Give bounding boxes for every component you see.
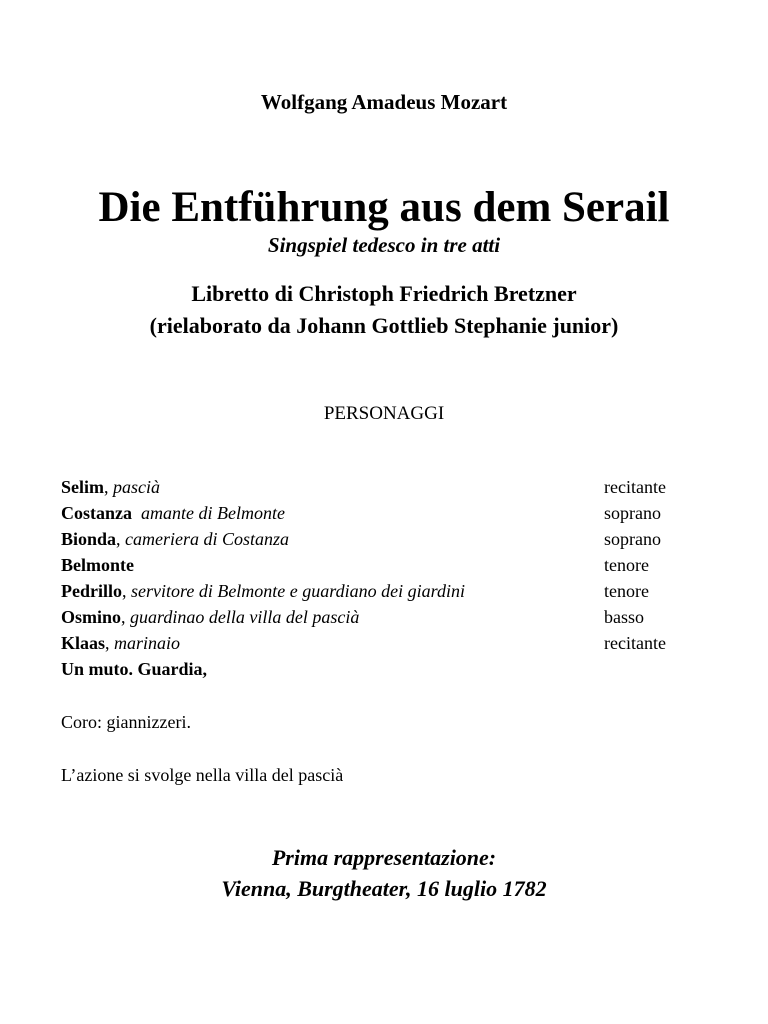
- character-name: Selim: [61, 477, 104, 497]
- premiere-heading: Prima rappresentazione:: [271, 845, 497, 870]
- opera-subtitle: Singspiel tedesco in tre atti: [267, 233, 501, 257]
- cast-row: [61, 604, 701, 630]
- character-name: Belmonte: [61, 555, 134, 575]
- character-separator: ,: [116, 529, 126, 549]
- character-name: Osmino: [61, 607, 122, 627]
- character-separator: ,: [122, 581, 131, 601]
- voice-type: recitante: [604, 477, 666, 497]
- cast-row: [61, 526, 701, 552]
- voice-type: tenore: [604, 555, 649, 575]
- character-description: amante di Belmonte: [141, 503, 285, 523]
- character-name: Klaas: [61, 633, 106, 653]
- character-separator: ,: [121, 607, 131, 627]
- voice-type: basso: [604, 607, 644, 627]
- character-name: Bionda: [61, 529, 117, 549]
- character-name: Un muto. Guardia,: [61, 659, 208, 679]
- character-description: cameriera di Costanza: [125, 529, 290, 549]
- chorus-note: Coro: giannizzeri.: [61, 712, 191, 732]
- character-description: servitore di Belmonte e guardiano dei giardini: [131, 581, 465, 601]
- personaggi-heading: PERSONAGGI: [323, 403, 445, 424]
- voice-type: tenore: [604, 581, 649, 601]
- cast-row: [61, 656, 701, 682]
- character-separator: ,: [105, 633, 115, 653]
- libretto-credit: Libretto di Christoph Friedrich Bretzner: [191, 281, 577, 306]
- opera-title: Die Entführung aus dem Serail: [98, 184, 670, 231]
- setting-note: L’azione si svolge nella villa del pascià: [61, 765, 344, 785]
- character-separator: ,: [104, 477, 113, 497]
- cast-row: [61, 578, 701, 604]
- character-description: pascià: [113, 477, 160, 497]
- composer-name: Wolfgang Amadeus Mozart: [260, 90, 508, 114]
- cast-row: [61, 552, 701, 578]
- cast-row: [61, 474, 701, 500]
- voice-type: soprano: [604, 503, 661, 523]
- voice-type: soprano: [604, 529, 661, 549]
- character-name: Pedrillo: [61, 581, 122, 601]
- cast-row: [61, 500, 701, 526]
- character-description: marinaio: [114, 633, 181, 653]
- voice-type: recitante: [604, 633, 666, 653]
- cast-row: [61, 630, 701, 656]
- character-name: Costanza: [61, 503, 132, 523]
- character-description: guardinao della villa del pascià: [130, 607, 360, 627]
- cast-list: [61, 474, 701, 682]
- libretto-revision-credit: (rielaborato da Johann Gottlieb Stephanie junior): [149, 313, 619, 338]
- character-separator: [132, 503, 141, 523]
- premiere-details: Vienna, Burgtheater, 16 luglio 1782: [221, 876, 547, 901]
